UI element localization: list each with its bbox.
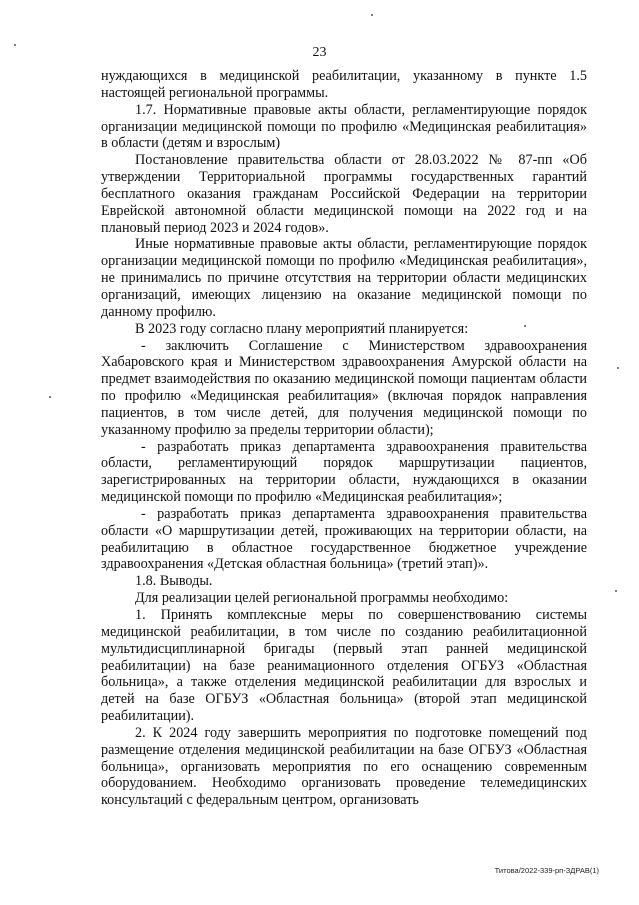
paragraph-other-acts: Иные нормативные правовые акты области, регламентирующие порядок организации медицинской помощи по профилю «Медицинская реабилитация», не принимались по причине отсутствия на территории области медицинских организаций, имеющих лицензию на оказание медицинской помощи по данному профилю.	[101, 236, 587, 320]
scan-speck	[524, 325, 526, 327]
list-item-agreement: - заключить Соглашение с Министерством здравоохранения Хабаровского края и Министерством здравоохранения Амурской области на предмет взаимодействия по оказанию медицинской помощи пациентам области по профилю «Медицинская реабилитация» (включая порядок направления пациентов, в том числе детей, для получения медицинской помощи по указанному профилю за пределы территории области);	[101, 337, 587, 438]
paragraph-continuation: нуждающихся в медицинской реабилитации, указанному в пункте 1.5 настоящей региональной программы.	[101, 68, 587, 101]
list-item-order-children: - разработать приказ департамента здравоохранения правительства области «О маршрутизации детей, проживающих на территории области, на реабилитацию в областное государственное бюджетное учреждение здравоохранения «Детская областная больница» (третий этап)».	[101, 505, 587, 573]
document-body	[101, 68, 587, 809]
list-item-order-routing: - разработать приказ департамента здравоохранения правительства области, регламентирующий порядок маршрутизации пациентов, зарегистрированных на территории области, нуждающихся в оказании медицинской помощи по профилю «Медицинская реабилитация»;	[101, 438, 587, 506]
paragraph-plan-2023: В 2023 году согласно плану мероприятий планируется:	[135, 320, 469, 337]
paragraph-resolution: Постановление правительства области от 28.03.2022 № 87-пп «Об утверждении Территориальной программы государственных гарантий бесплатного оказания гражданам Российской Федерации на территории Еврейской автономной области медицинской помощи на 2022 год и на плановый период 2023 и 2024 годов».	[101, 152, 587, 236]
section-heading-1-8: 1.8. Выводы.	[135, 573, 213, 590]
scan-speck	[615, 590, 617, 592]
footer-code: Титова/2022-339-рп-ЗДРАВ(1)	[494, 866, 599, 875]
scan-speck	[617, 367, 619, 369]
section-heading-1-7: 1.7. Нормативные правовые акты области, регламентирующие порядок организации медицинской помощи по профилю «Медицинская реабилитация» в области (детям и взрослым)	[101, 101, 587, 152]
scan-speck	[49, 396, 51, 398]
page-number: 23	[312, 45, 327, 60]
numbered-item-1: 1. Принять комплексные меры по совершенствованию системы медицинской реабилитации, в том числе по созданию реабилитационной мультидисциплинарной бригады (первый этап ранней медицинской реабилитации) на базе реанимационного отделения ОГБУЗ «Областная больница», а также отделения медицинской реабилитации для взрослых и детей на базе ОГБУЗ «Областная больница» (второй этап медицинской реабилитации).	[101, 607, 587, 725]
scan-speck	[14, 44, 16, 46]
numbered-item-2: 2. К 2024 году завершить мероприятия по подготовке помещений под размещение отделения медицинской реабилитации на базе ОГБУЗ «Областная больница», организовать мероприятия по его оснащению современным оборудованием. Необходимо организовать проведение телемедицинских консультаций с федеральным центром, организовать	[101, 724, 587, 809]
paragraph-goals: Для реализации целей региональной программы необходимо:	[135, 590, 509, 607]
scan-speck	[371, 14, 373, 16]
